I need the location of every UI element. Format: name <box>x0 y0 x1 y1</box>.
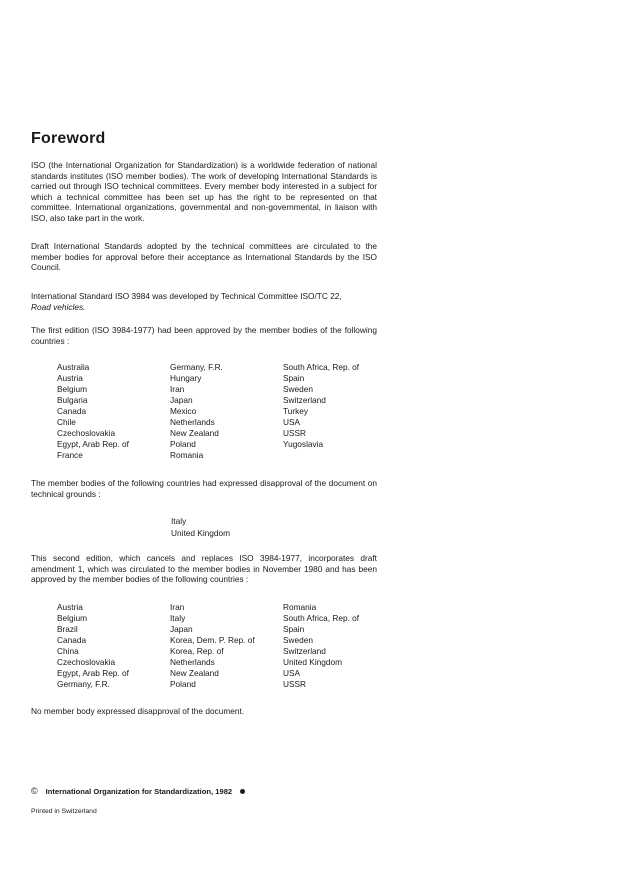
country-name: Turkey <box>283 406 309 416</box>
country-name: Egypt, Arab Rep. of <box>57 668 129 678</box>
disapproving-country: United Kingdom <box>171 527 231 538</box>
country-name: New Zealand <box>170 668 219 678</box>
country-name: Bulgaria <box>57 395 88 405</box>
country-name: Sweden <box>283 384 313 394</box>
country-name: Mexico <box>170 406 197 416</box>
copyright-text: International Organization for Standardization, 1982 <box>45 786 233 796</box>
country-name: South Africa, Rep. of <box>283 613 360 623</box>
country-name: USSR <box>283 428 307 438</box>
country-name: Poland <box>170 679 196 689</box>
country-name: Germany, F.R. <box>170 362 223 372</box>
intro-paragraph: ISO (the International Organization for Standardization) is a worldwide federation of national standards institutes (ISO member bodies). The work of developing International Standards is carried out through ISO technical committees. Every member body interested in a subject for which a technical committee has been set up has the right to be represented on that committee. International organizations, governmental and non-governmental, in liaison with ISO, also take part in the work. <box>31 160 377 223</box>
country-name: Italy <box>170 613 186 623</box>
second-edition-country-list <box>57 602 396 690</box>
disapproving-country-list <box>171 516 230 539</box>
country-name <box>283 450 396 461</box>
country-name: Poland <box>170 439 196 449</box>
country-name: Romania <box>170 450 204 460</box>
country-name: Yugoslavia <box>283 439 324 449</box>
country-name: Belgium <box>57 384 87 394</box>
country-name: Canada <box>57 406 87 416</box>
country-name: Switzerland <box>283 646 326 656</box>
country-name: Iran <box>170 384 185 394</box>
country-name: Australia <box>57 362 90 372</box>
no-disapproval-paragraph: No member body expressed disapproval of the document. <box>31 706 245 716</box>
country-name: Sweden <box>283 635 313 645</box>
printed-location: Printed in Switzerland <box>31 808 97 815</box>
country-name: Brazil <box>57 624 78 634</box>
country-name: United Kingdom <box>283 657 343 667</box>
country-name: Switzerland <box>283 395 326 405</box>
country-name: USA <box>283 668 301 678</box>
first-edition-paragraph: The first edition (ISO 3984-1977) had been approved by the member bodies of the following countries : <box>31 325 377 346</box>
country-name: Korea, Dem. P. Rep. of <box>170 635 255 645</box>
country-name: Germany, F.R. <box>57 679 110 689</box>
page-title: Foreword <box>31 130 106 147</box>
country-name: Iran <box>170 602 185 612</box>
country-name: Belgium <box>57 613 87 623</box>
second-edition-paragraph: This second edition, which cancels and replaces ISO 3984-1977, incorporates draft amendment 1, which was circulated to the member bodies in November 1980 and has been approved by the member bodies of the following countries : <box>31 553 377 585</box>
country-name: USA <box>283 417 301 427</box>
country-name: South Africa, Rep. of <box>283 362 360 372</box>
country-name: New Zealand <box>170 428 219 438</box>
country-name: Japan <box>170 395 193 405</box>
country-name: Spain <box>283 624 305 634</box>
country-name: France <box>57 450 83 460</box>
country-name: Netherlands <box>170 657 215 667</box>
country-name: China <box>57 646 79 656</box>
disapproval-paragraph: The member bodies of the following countries had expressed disapproval of the document on technical grounds : <box>31 478 377 499</box>
country-name: Japan <box>170 624 193 634</box>
copyright-symbol: © <box>31 786 38 796</box>
country-name: Netherlands <box>170 417 215 427</box>
draft-paragraph: Draft International Standards adopted by the technical committees are circulated to the member bodies for approval before their acceptance as International Standards by the ISO Council. <box>31 241 377 273</box>
country-name: Czechoslovakia <box>57 657 116 667</box>
country-name: Austria <box>57 602 83 612</box>
first-edition-country-list <box>57 362 396 461</box>
country-name: Chile <box>57 417 76 427</box>
country-name: USSR <box>283 679 307 689</box>
development-text: International Standard ISO 3984 was developed by Technical Committee ISO/TC 22, <box>31 291 342 301</box>
country-name: Egypt, Arab Rep. of <box>57 439 129 449</box>
country-name: Canada <box>57 635 87 645</box>
bullet-icon <box>240 789 245 794</box>
committee-title: Road vehicles. <box>31 301 86 312</box>
country-name: Korea, Rep. of <box>170 646 224 656</box>
copyright-line <box>31 786 245 796</box>
disapproving-country: Italy <box>171 516 187 526</box>
country-name: Czechoslovakia <box>57 428 116 438</box>
development-paragraph <box>31 291 377 312</box>
country-name: Romania <box>283 602 317 612</box>
country-name: Spain <box>283 373 305 383</box>
country-name: Austria <box>57 373 83 383</box>
country-name: Hungary <box>170 373 202 383</box>
